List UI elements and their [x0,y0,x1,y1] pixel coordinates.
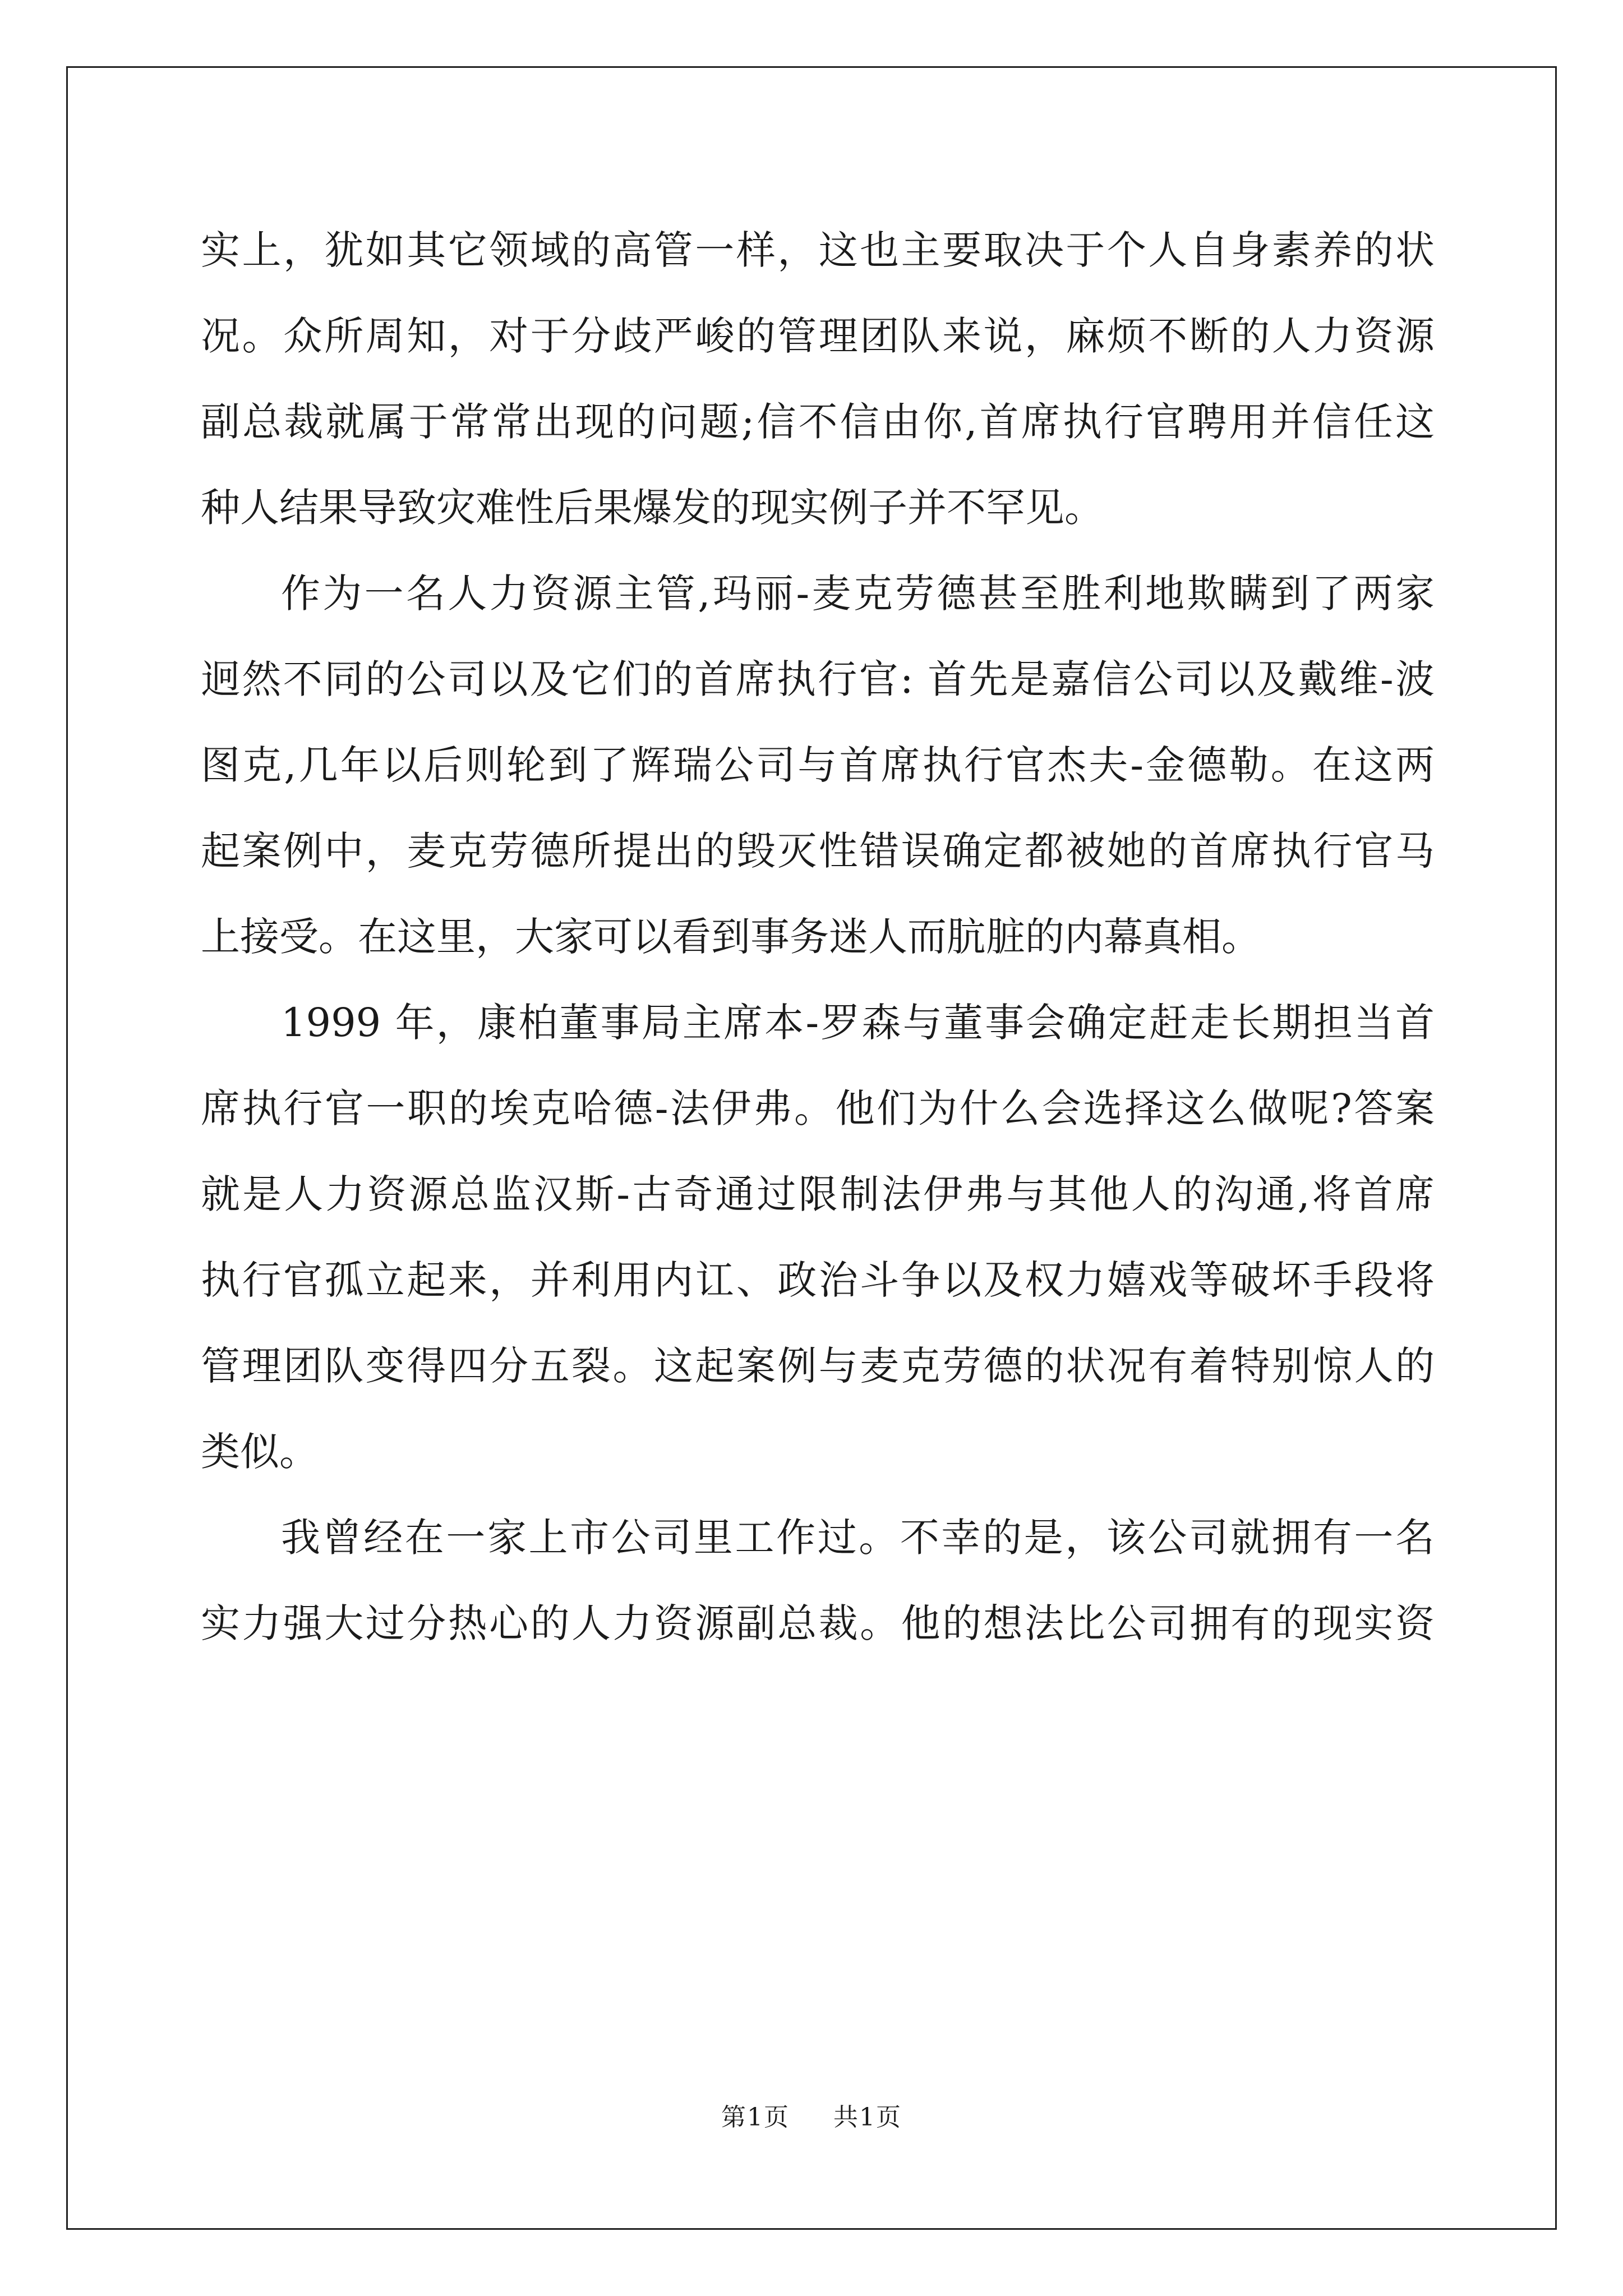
page-total: 共1页 [833,2103,902,2132]
text-line: 副总裁就属于常常出现的问题;信不信由你,首席执行官聘用并信任这 [201,399,1435,445]
text-line: 执行官孤立起来，并利用内讧、政治斗争以及权力嬉戏等破坏手段将 [201,1257,1435,1303]
page-number: 第1页 [721,2103,790,2132]
text-line: 就是人力资源总监汉斯-古奇通过限制法伊弗与其他人的沟通,将首席 [201,1171,1435,1217]
text-line: 我曾经在一家上市公司里工作过。不幸的是，该公司就拥有一名 [281,1515,1435,1561]
text-line: 实力强大过分热心的人力资源副总裁。他的想法比公司拥有的现实资 [201,1600,1435,1646]
text-line: 管理团队变得四分五裂。这起案例与麦克劳德的状况有着特别惊人的 [201,1343,1435,1389]
text-line: 类似。 [201,1429,319,1475]
text-line: 作为一名人力资源主管,玛丽-麦克劳德甚至胜利地欺瞒到了两家 [281,570,1435,616]
text-line: 图克,几年以后则轮到了辉瑞公司与首席执行官杰夫-金德勒。在这两 [201,742,1435,788]
text-line: 上接受。在这里，大家可以看到事务迷人而肮脏的内幕真相。 [201,914,1261,960]
text-line: 席执行官一职的埃克哈德-法伊弗。他们为什么会选择这么做呢?答案 [201,1085,1435,1131]
text-line: 迥然不同的公司以及它们的首席执行官: 首先是嘉信公司以及戴维-波 [201,656,1435,702]
text-line: 实上，犹如其它领域的高管一样，这也主要取决于个人自身素养的状 [201,227,1435,273]
text-line: 1999 年，康柏董事局主席本-罗森与董事会确定赶走长期担当首 [281,1000,1435,1046]
document-body [201,208,1435,1667]
text-line: 起案例中，麦克劳德所提出的毁灭性错误确定都被她的首席执行官马 [201,828,1435,874]
page-footer [0,2097,1623,2133]
text-line: 种人结果导致灾难性后果爆发的现实例子并不罕见。 [201,485,1104,531]
text-line: 况。众所周知，对于分歧严峻的管理团队来说，麻烦不断的人力资源 [201,313,1435,359]
